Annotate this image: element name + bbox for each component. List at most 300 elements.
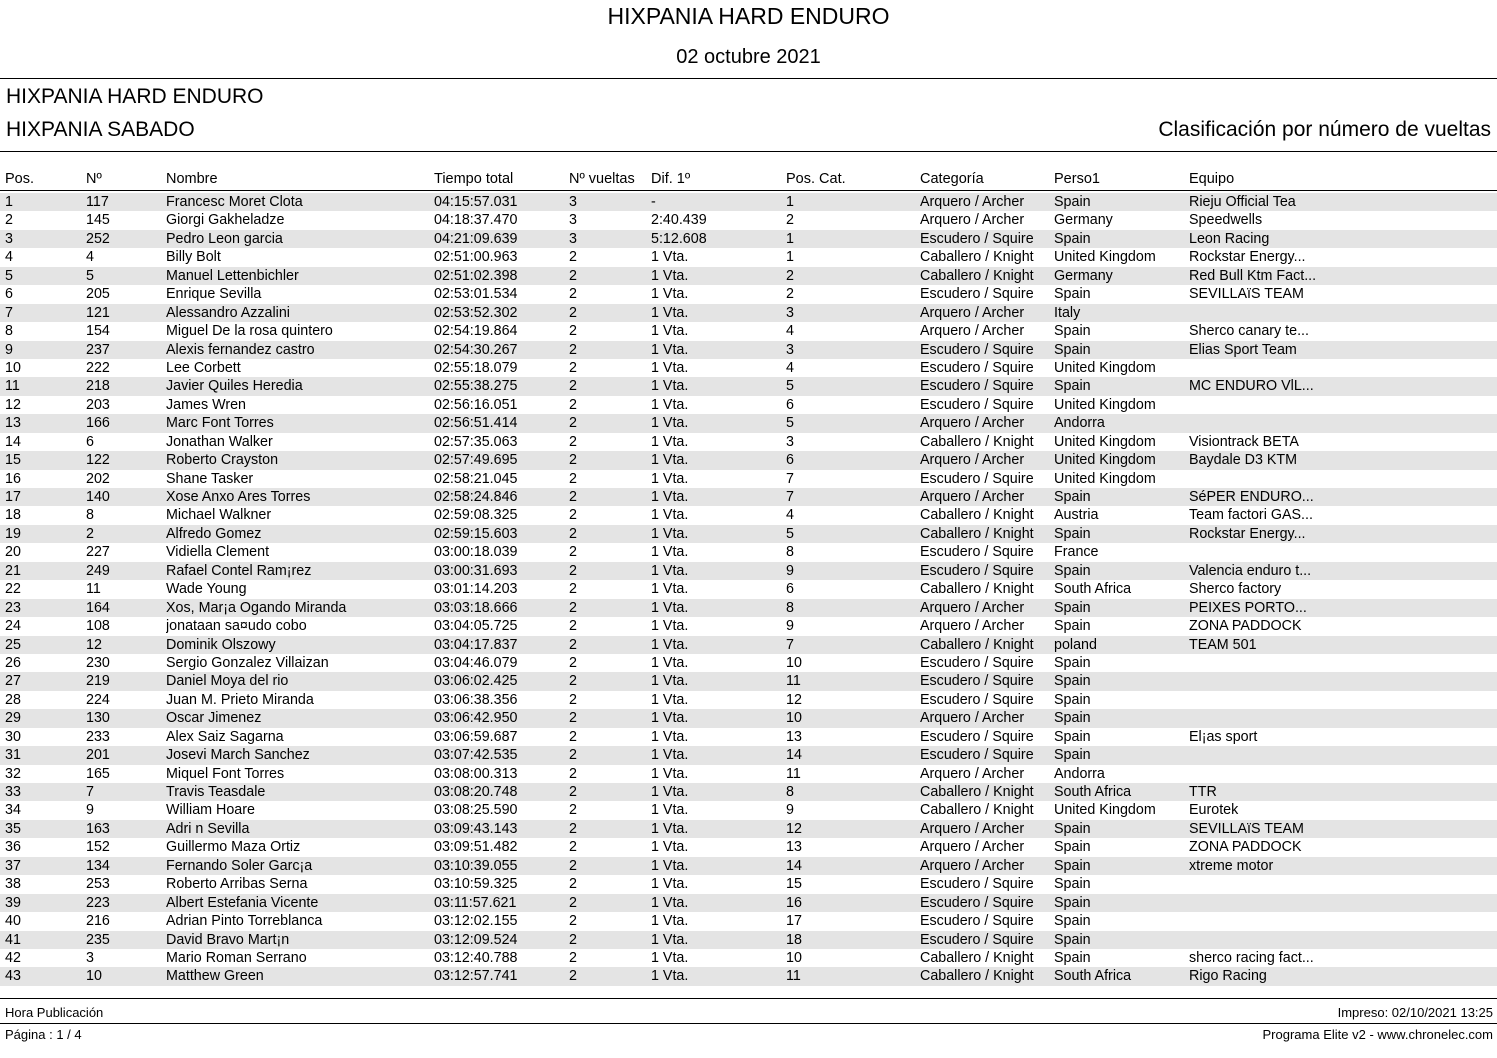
table-row — [0, 672, 1497, 690]
cell-country: United Kingdom — [1054, 452, 1156, 469]
cell-gap: 1 Vta. — [651, 636, 689, 653]
cell-total-time: 03:04:46.079 — [434, 654, 518, 671]
cell-pos: 12 — [5, 396, 21, 413]
cell-laps: 2 — [569, 359, 577, 376]
cell-name: Fernando Soler Garc¡a — [166, 857, 313, 874]
cell-name: Mario Roman Serrano — [166, 949, 307, 966]
cell-name: jonataan sa¤udo cobo — [166, 618, 307, 635]
table-row — [0, 396, 1497, 414]
cell-country: United Kingdom — [1054, 433, 1156, 450]
cell-team: Team factori GAS... — [1189, 507, 1313, 524]
cell-laps: 2 — [569, 323, 577, 340]
cell-name: Alfredo Gomez — [166, 525, 262, 542]
cell-team: SEVILLAïS TEAM — [1189, 286, 1304, 303]
cell-gap: 1 Vta. — [651, 931, 689, 948]
cell-name: Adri n Sevilla — [166, 820, 250, 837]
cell-total-time: 03:09:51.482 — [434, 839, 518, 856]
cell-name: Giorgi Gakheladze — [166, 212, 285, 229]
cell-pos: 22 — [5, 581, 21, 598]
cell-gap: 1 Vta. — [651, 396, 689, 413]
cell-number: 5 — [86, 267, 94, 284]
cell-category: Caballero / Knight — [920, 507, 1034, 524]
cell-laps: 2 — [569, 802, 577, 819]
cell-country: Spain — [1054, 747, 1091, 764]
table-row — [0, 285, 1497, 303]
cell-number: 216 — [86, 913, 110, 930]
cell-category: Arquero / Archer — [920, 710, 1025, 727]
cell-laps: 2 — [569, 857, 577, 874]
table-row — [0, 691, 1497, 709]
table-row — [0, 230, 1497, 248]
cell-number: 117 — [86, 194, 109, 210]
cell-country: United Kingdom — [1054, 249, 1156, 266]
cell-category: Escudero / Squire — [920, 931, 1034, 948]
cell-total-time: 03:01:14.203 — [434, 581, 518, 598]
document-title: HIXPANIA HARD ENDURO — [607, 3, 890, 29]
cell-laps: 2 — [569, 765, 577, 782]
cell-gap: 1 Vta. — [651, 673, 689, 690]
cell-pos: 31 — [5, 747, 21, 764]
cell-category: Caballero / Knight — [920, 581, 1034, 598]
cell-gap: 1 Vta. — [651, 304, 689, 321]
cell-country: Spain — [1054, 323, 1091, 340]
cell-category-pos: 10 — [786, 654, 802, 671]
cell-laps: 2 — [569, 931, 577, 948]
cell-number: 252 — [86, 230, 110, 247]
table-row — [0, 193, 1497, 211]
cell-category-pos: 6 — [786, 396, 794, 413]
cell-pos: 32 — [5, 765, 21, 782]
cell-category: Escudero / Squire — [920, 728, 1034, 745]
cell-category: Escudero / Squire — [920, 562, 1034, 579]
cell-pos: 38 — [5, 876, 21, 893]
cell-gap: 1 Vta. — [651, 894, 689, 911]
cell-laps: 2 — [569, 839, 577, 856]
cell-laps: 2 — [569, 452, 577, 469]
cell-number: 12 — [86, 636, 102, 653]
cell-gap: 2:40.439 — [651, 212, 707, 229]
cell-team: Sherco canary te... — [1189, 323, 1309, 340]
cell-category: Arquero / Archer — [920, 489, 1025, 505]
cell-gap: 1 Vta. — [651, 949, 689, 966]
cell-name: Daniel Moya del rio — [166, 673, 289, 690]
cell-gap: 1 Vta. — [651, 691, 689, 708]
cell-laps: 2 — [569, 894, 577, 911]
cell-total-time: 03:06:38.356 — [434, 691, 518, 708]
cell-category-pos: 14 — [786, 747, 802, 764]
cell-laps: 2 — [569, 489, 577, 505]
cell-number: 166 — [86, 415, 110, 432]
cell-total-time: 04:18:37.470 — [434, 212, 518, 229]
cell-category: Arquero / Archer — [920, 765, 1025, 782]
cell-number: 8 — [86, 507, 94, 524]
cell-gap: 1 Vta. — [651, 599, 689, 616]
cell-gap: 1 Vta. — [651, 802, 689, 819]
cell-country: Spain — [1054, 654, 1091, 671]
cell-total-time: 02:53:52.302 — [434, 304, 518, 321]
cell-category: Arquero / Archer — [920, 323, 1025, 340]
cell-name: Enrique Sevilla — [166, 286, 262, 303]
cell-pos: 6 — [5, 286, 13, 303]
classification-type: Clasificación por número de vueltas — [1158, 118, 1491, 141]
cell-pos: 35 — [5, 820, 21, 837]
column-header-pos: Pos. — [5, 171, 35, 187]
cell-name: James Wren — [166, 396, 246, 413]
cell-total-time: 02:54:19.864 — [434, 323, 518, 340]
cell-category: Arquero / Archer — [920, 304, 1025, 321]
cell-number: 4 — [86, 249, 94, 266]
cell-category-pos: 2 — [786, 212, 794, 229]
program-credit: Programa Elite v2 - www.chronelec.com — [1262, 1027, 1493, 1042]
column-header-category-pos: Pos. Cat. — [786, 171, 846, 187]
cell-category: Escudero / Squire — [920, 747, 1034, 764]
cell-gap: 1 Vta. — [651, 507, 689, 524]
cell-name: Guillermo Maza Ortiz — [166, 839, 301, 856]
cell-name: Rafael Contel Ram¡rez — [166, 562, 312, 579]
cell-team: Leon Racing — [1189, 230, 1270, 247]
cell-laps: 2 — [569, 913, 577, 930]
results-table — [0, 168, 1497, 986]
cell-laps: 2 — [569, 618, 577, 635]
column-header-name: Nombre — [166, 171, 218, 187]
cell-laps: 2 — [569, 876, 577, 893]
cell-country: Germany — [1054, 212, 1113, 229]
cell-name: Adrian Pinto Torreblanca — [166, 913, 323, 930]
cell-team: Sherco factory — [1189, 581, 1282, 598]
cell-country: Italy — [1054, 304, 1081, 321]
cell-number: 237 — [86, 341, 110, 358]
cell-gap: 1 Vta. — [651, 968, 689, 985]
column-header-country: Perso1 — [1054, 171, 1100, 187]
cell-gap: 1 Vta. — [651, 452, 689, 469]
event-name: HIXPANIA HARD ENDURO — [6, 85, 264, 108]
cell-total-time: 03:06:42.950 — [434, 710, 518, 727]
cell-category-pos: 5 — [786, 525, 794, 542]
cell-laps: 2 — [569, 820, 577, 837]
divider — [0, 151, 1497, 152]
cell-category: Escudero / Squire — [920, 286, 1034, 303]
cell-country: South Africa — [1054, 581, 1132, 598]
table-row — [0, 875, 1497, 893]
cell-total-time: 03:09:43.143 — [434, 820, 518, 837]
cell-pos: 23 — [5, 599, 21, 616]
cell-pos: 18 — [5, 507, 21, 524]
table-row — [0, 248, 1497, 266]
cell-laps: 2 — [569, 267, 577, 284]
cell-name: Shane Tasker — [166, 470, 254, 487]
cell-team: sherco racing fact... — [1189, 949, 1314, 966]
cell-country: Spain — [1054, 618, 1091, 635]
cell-pos: 17 — [5, 489, 21, 505]
cell-gap: 1 Vta. — [651, 710, 689, 727]
cell-total-time: 03:08:00.313 — [434, 765, 518, 782]
cell-team: MC ENDURO VlL... — [1189, 378, 1314, 395]
cell-pos: 25 — [5, 636, 21, 653]
table-row — [0, 506, 1497, 524]
cell-name: Dominik Olszowy — [166, 636, 276, 653]
cell-category: Escudero / Squire — [920, 378, 1034, 395]
cell-category-pos: 8 — [786, 544, 794, 561]
cell-name: Alexis fernandez castro — [166, 341, 315, 358]
cell-name: Oscar Jimenez — [166, 710, 262, 727]
cell-pos: 27 — [5, 673, 21, 690]
cell-number: 122 — [86, 452, 110, 469]
cell-pos: 4 — [5, 249, 13, 266]
cell-total-time: 03:08:20.748 — [434, 784, 518, 800]
cell-category: Escudero / Squire — [920, 544, 1034, 561]
cell-category: Arquero / Archer — [920, 194, 1025, 210]
cell-team: Rockstar Energy... — [1189, 525, 1306, 542]
cell-category-pos: 2 — [786, 267, 794, 284]
cell-pos: 1 — [5, 194, 13, 210]
cell-team: SEVILLAïS TEAM — [1189, 820, 1304, 837]
cell-laps: 2 — [569, 304, 577, 321]
table-row — [0, 765, 1497, 783]
column-header-team: Equipo — [1189, 171, 1235, 187]
cell-number: 224 — [86, 691, 110, 708]
cell-total-time: 03:10:39.055 — [434, 857, 518, 874]
table-row — [0, 617, 1497, 635]
table-row — [0, 746, 1497, 764]
cell-gap: 1 Vta. — [651, 820, 689, 837]
cell-total-time: 03:11:57.621 — [434, 894, 517, 911]
cell-name: Alessandro Azzalini — [166, 304, 290, 321]
cell-total-time: 03:04:05.725 — [434, 618, 518, 635]
cell-number: 253 — [86, 876, 110, 893]
cell-name: Lee Corbett — [166, 359, 241, 376]
cell-country: Spain — [1054, 378, 1091, 395]
cell-country: Spain — [1054, 562, 1091, 579]
cell-category-pos: 3 — [786, 341, 794, 358]
cell-pos: 34 — [5, 802, 21, 819]
cell-country: Spain — [1054, 710, 1091, 727]
cell-gap: 1 Vta. — [651, 433, 689, 450]
cell-category: Escudero / Squire — [920, 913, 1034, 930]
cell-category-pos: 1 — [786, 249, 794, 266]
session-name: HIXPANIA SABADO — [6, 118, 195, 141]
table-row — [0, 562, 1497, 580]
cell-category-pos: 3 — [786, 433, 794, 450]
cell-pos: 37 — [5, 857, 21, 874]
cell-number: 3 — [86, 949, 94, 966]
cell-pos: 28 — [5, 691, 21, 708]
cell-laps: 2 — [569, 249, 577, 266]
table-row — [0, 709, 1497, 727]
cell-number: 10 — [86, 968, 102, 985]
table-row — [0, 636, 1497, 654]
cell-category-pos: 16 — [786, 894, 802, 911]
cell-category: Caballero / Knight — [920, 802, 1034, 819]
cell-gap: 1 Vta. — [651, 839, 689, 856]
cell-pos: 24 — [5, 618, 21, 635]
cell-pos: 11 — [5, 378, 20, 395]
table-row — [0, 414, 1497, 432]
cell-pos: 16 — [5, 470, 21, 487]
cell-category: Arquero / Archer — [920, 599, 1025, 616]
cell-category: Caballero / Knight — [920, 784, 1034, 800]
cell-category-pos: 7 — [786, 489, 794, 505]
table-body — [0, 193, 1497, 986]
cell-category: Escudero / Squire — [920, 876, 1034, 893]
cell-total-time: 02:59:08.325 — [434, 507, 518, 524]
cell-pos: 15 — [5, 452, 21, 469]
cell-country: United Kingdom — [1054, 470, 1156, 487]
table-row — [0, 359, 1497, 377]
cell-team: TEAM 501 — [1189, 636, 1257, 653]
cell-category-pos: 5 — [786, 415, 794, 432]
cell-country: Andorra — [1054, 415, 1105, 432]
cell-laps: 2 — [569, 784, 577, 800]
cell-category-pos: 18 — [786, 931, 802, 948]
cell-number: 230 — [86, 654, 110, 671]
cell-name: Wade Young — [166, 581, 247, 598]
cell-gap: 1 Vta. — [651, 415, 689, 432]
cell-category-pos: 4 — [786, 323, 794, 340]
cell-total-time: 03:06:02.425 — [434, 673, 518, 690]
cell-laps: 2 — [569, 949, 577, 966]
cell-team: El¡as sport — [1189, 728, 1258, 745]
cell-country: Spain — [1054, 230, 1091, 247]
column-header-category: Categoría — [920, 171, 984, 187]
cell-category: Arquero / Archer — [920, 857, 1025, 874]
cell-laps: 2 — [569, 654, 577, 671]
cell-total-time: 02:51:02.398 — [434, 267, 518, 284]
cell-name: Sergio Gonzalez Villaizan — [166, 654, 329, 671]
cell-number: 130 — [86, 710, 110, 727]
cell-pos: 10 — [5, 359, 21, 376]
cell-total-time: 02:55:18.079 — [434, 359, 518, 376]
cell-country: Spain — [1054, 857, 1091, 874]
cell-category-pos: 7 — [786, 470, 794, 487]
table-row — [0, 801, 1497, 819]
cell-category: Caballero / Knight — [920, 433, 1034, 450]
table-row — [0, 341, 1497, 359]
table-row — [0, 783, 1497, 801]
cell-country: poland — [1054, 636, 1097, 653]
cell-country: Spain — [1054, 820, 1091, 837]
column-header-total-time: Tiempo total — [434, 171, 514, 187]
cell-name: Vidiella Clement — [166, 544, 270, 561]
cell-category: Escudero / Squire — [920, 359, 1034, 376]
cell-total-time: 02:51:00.963 — [434, 249, 518, 266]
cell-category-pos: 7 — [786, 636, 794, 653]
cell-pos: 41 — [5, 931, 21, 948]
cell-total-time: 02:53:01.534 — [434, 286, 518, 303]
cell-number: 6 — [86, 433, 94, 450]
document-date: 02 octubre 2021 — [676, 46, 821, 68]
cell-pos: 13 — [5, 415, 21, 432]
cell-country: Spain — [1054, 894, 1091, 911]
cell-total-time: 03:12:02.155 — [434, 913, 518, 930]
divider — [0, 78, 1497, 79]
cell-country: Spain — [1054, 599, 1091, 616]
cell-total-time: 04:21:09.639 — [434, 230, 518, 247]
cell-number: 7 — [86, 784, 94, 800]
cell-category: Escudero / Squire — [920, 654, 1034, 671]
cell-pos: 9 — [5, 341, 13, 358]
table-row — [0, 322, 1497, 340]
cell-name: Marc Font Torres — [166, 415, 274, 432]
cell-laps: 3 — [569, 194, 577, 210]
cell-category-pos: 11 — [786, 968, 801, 985]
table-row — [0, 451, 1497, 469]
cell-total-time: 02:56:51.414 — [434, 415, 518, 432]
cell-category-pos: 6 — [786, 452, 794, 469]
cell-category-pos: 13 — [786, 728, 802, 745]
table-row — [0, 433, 1497, 451]
cell-pos: 3 — [5, 230, 13, 247]
cell-laps: 3 — [569, 230, 577, 247]
cell-category: Arquero / Archer — [920, 820, 1025, 837]
table-row — [0, 304, 1497, 322]
cell-pos: 42 — [5, 949, 21, 966]
cell-number: 201 — [86, 747, 110, 764]
cell-team: Rockstar Energy... — [1189, 249, 1306, 266]
table-row — [0, 488, 1497, 506]
cell-gap: 1 Vta. — [651, 857, 689, 874]
cell-country: Spain — [1054, 949, 1091, 966]
cell-number: 202 — [86, 470, 110, 487]
cell-laps: 2 — [569, 378, 577, 395]
cell-total-time: 03:07:42.535 — [434, 747, 518, 764]
cell-laps: 2 — [569, 599, 577, 616]
cell-category: Caballero / Knight — [920, 949, 1034, 966]
cell-name: Javier Quiles Heredia — [166, 378, 303, 395]
cell-laps: 3 — [569, 212, 577, 229]
cell-gap: 5:12.608 — [651, 230, 707, 247]
cell-category: Arquero / Archer — [920, 415, 1025, 432]
cell-pos: 2 — [5, 212, 13, 229]
cell-category: Caballero / Knight — [920, 525, 1034, 542]
cell-pos: 30 — [5, 728, 21, 745]
cell-name: William Hoare — [166, 802, 255, 819]
table-row — [0, 838, 1497, 856]
cell-country: Spain — [1054, 525, 1091, 542]
cell-gap: 1 Vta. — [651, 765, 689, 782]
cell-category-pos: 9 — [786, 802, 794, 819]
header-divider — [0, 190, 1497, 191]
cell-total-time: 03:00:31.693 — [434, 562, 518, 579]
cell-total-time: 03:10:59.325 — [434, 876, 518, 893]
cell-total-time: 03:04:17.837 — [434, 636, 518, 653]
cell-category: Escudero / Squire — [920, 396, 1034, 413]
cell-number: 235 — [86, 931, 110, 948]
cell-number: 249 — [86, 562, 110, 579]
cell-gap: 1 Vta. — [651, 784, 689, 800]
cell-category: Caballero / Knight — [920, 249, 1034, 266]
cell-name: Albert Estefania Vicente — [166, 894, 319, 911]
table-row — [0, 654, 1497, 672]
cell-gap: 1 Vta. — [651, 323, 689, 340]
cell-category-pos: 1 — [786, 194, 794, 210]
cell-category-pos: 2 — [786, 286, 794, 303]
table-row — [0, 931, 1497, 949]
cell-category-pos: 12 — [786, 820, 802, 837]
printed-timestamp: Impreso: 02/10/2021 13:25 — [1337, 1005, 1493, 1020]
cell-gap: 1 Vta. — [651, 618, 689, 635]
cell-category-pos: 10 — [786, 949, 802, 966]
cell-country: Andorra — [1054, 765, 1105, 782]
cell-laps: 2 — [569, 562, 577, 579]
cell-country: Austria — [1054, 507, 1099, 524]
cell-pos: 33 — [5, 784, 21, 800]
cell-category-pos: 5 — [786, 378, 794, 395]
cell-team: ZONA PADDOCK — [1189, 839, 1302, 856]
cell-category: Escudero / Squire — [920, 341, 1034, 358]
cell-team: Elias Sport Team — [1189, 341, 1297, 358]
cell-category-pos: 4 — [786, 507, 794, 524]
cell-gap: 1 Vta. — [651, 267, 689, 284]
